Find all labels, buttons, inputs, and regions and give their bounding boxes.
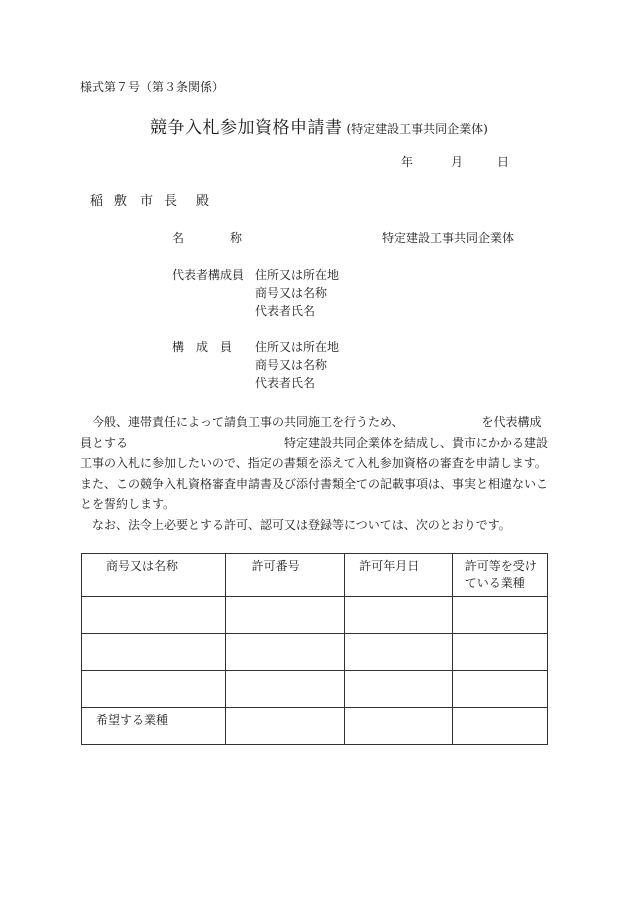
rep-name-label: 代表者氏名 — [255, 304, 316, 318]
document-title — [150, 113, 488, 138]
name-label-part2: 称 — [230, 231, 243, 245]
statement-paragraph: 今般、連帯責任によって請負工事の共同施工を行うため、 を代表構成員とする 特定建設共同企業体を結成し、貴市にかかる建設工事の入札に参加したいので、指定の書類を添えて入札参加資格の審査を申請します。また、この競争入札資格審査申請書及び添付書類全ての記載事項は、事実と相違ないことを誓約します。 — [80, 415, 549, 511]
cell-license-number-input[interactable] — [225, 671, 345, 708]
rep-company-label: 商号又は名称 — [255, 286, 328, 300]
addressee-char: 殿 — [196, 194, 210, 209]
member-label-part2: 成 — [196, 340, 209, 354]
member-rep-name-label: 代表者氏名 — [255, 376, 316, 390]
cell-industry-input[interactable] — [452, 634, 547, 671]
license-table — [81, 553, 548, 745]
cell-company-input[interactable] — [82, 597, 226, 634]
statement-paragraph: なお、法令上必要とする許可、認可又は登録等については、次のとおりです。 — [80, 517, 511, 532]
date-month-label: 月 — [451, 155, 464, 169]
cell-industry-input[interactable] — [452, 597, 547, 634]
application-statement — [80, 412, 550, 535]
table-row — [82, 597, 548, 634]
rep-member-label: 代表者構成員 — [172, 268, 245, 282]
member-label-part3: 員 — [220, 340, 233, 354]
cell-license-date-input[interactable] — [345, 671, 453, 708]
cell-license-date-input[interactable] — [345, 634, 453, 671]
header-company-name: 商号又は名称 — [82, 554, 226, 597]
cell-license-number-input[interactable] — [225, 597, 345, 634]
header-license-date: 許可年月日 — [345, 554, 453, 597]
addressee-char: 長 — [164, 194, 178, 209]
cell-license-date-input[interactable] — [345, 597, 453, 634]
desired-industry-row — [82, 708, 548, 745]
header-licensed-industry — [452, 554, 547, 597]
addressee-char: 敷 — [114, 194, 128, 209]
rep-address-label: 住所又は所在地 — [255, 268, 340, 282]
table-row — [82, 671, 548, 708]
desired-industry-input[interactable] — [225, 708, 345, 745]
desired-industry-input[interactable] — [452, 708, 547, 745]
title-subtitle: (特定建設工事共同企業体) — [346, 122, 488, 136]
table-row — [82, 634, 548, 671]
member-address-label: 住所又は所在地 — [255, 340, 340, 354]
header-license-number: 許可番号 — [225, 554, 345, 597]
addressee — [90, 190, 210, 209]
addressee-char: 稲 — [90, 194, 104, 209]
date-year-label: 年 — [401, 155, 414, 169]
desired-industry-label: 希望する業種 — [82, 708, 226, 745]
header-licensed-industry-line2: ている業種 — [464, 576, 525, 590]
desired-industry-input[interactable] — [345, 708, 453, 745]
member-label-part1: 構 — [172, 340, 185, 354]
cell-license-number-input[interactable] — [225, 634, 345, 671]
form-number-label: 様式第７号（第３条関係） — [80, 80, 225, 94]
cell-company-input[interactable] — [82, 671, 226, 708]
cell-company-input[interactable] — [82, 634, 226, 671]
cell-industry-input[interactable] — [452, 671, 547, 708]
header-licensed-industry-line1: 許可等を受け — [464, 559, 537, 573]
member-company-label: 商号又は名称 — [255, 358, 328, 372]
addressee-char: 市 — [140, 194, 154, 209]
name-label-part1: 名 — [172, 231, 185, 245]
table-header-row — [82, 554, 548, 597]
date-day-label: 日 — [497, 155, 510, 169]
title-main: 競争入札参加資格申請書 — [150, 118, 343, 138]
jv-name-value: 特定建設工事共同企業体 — [382, 231, 515, 245]
